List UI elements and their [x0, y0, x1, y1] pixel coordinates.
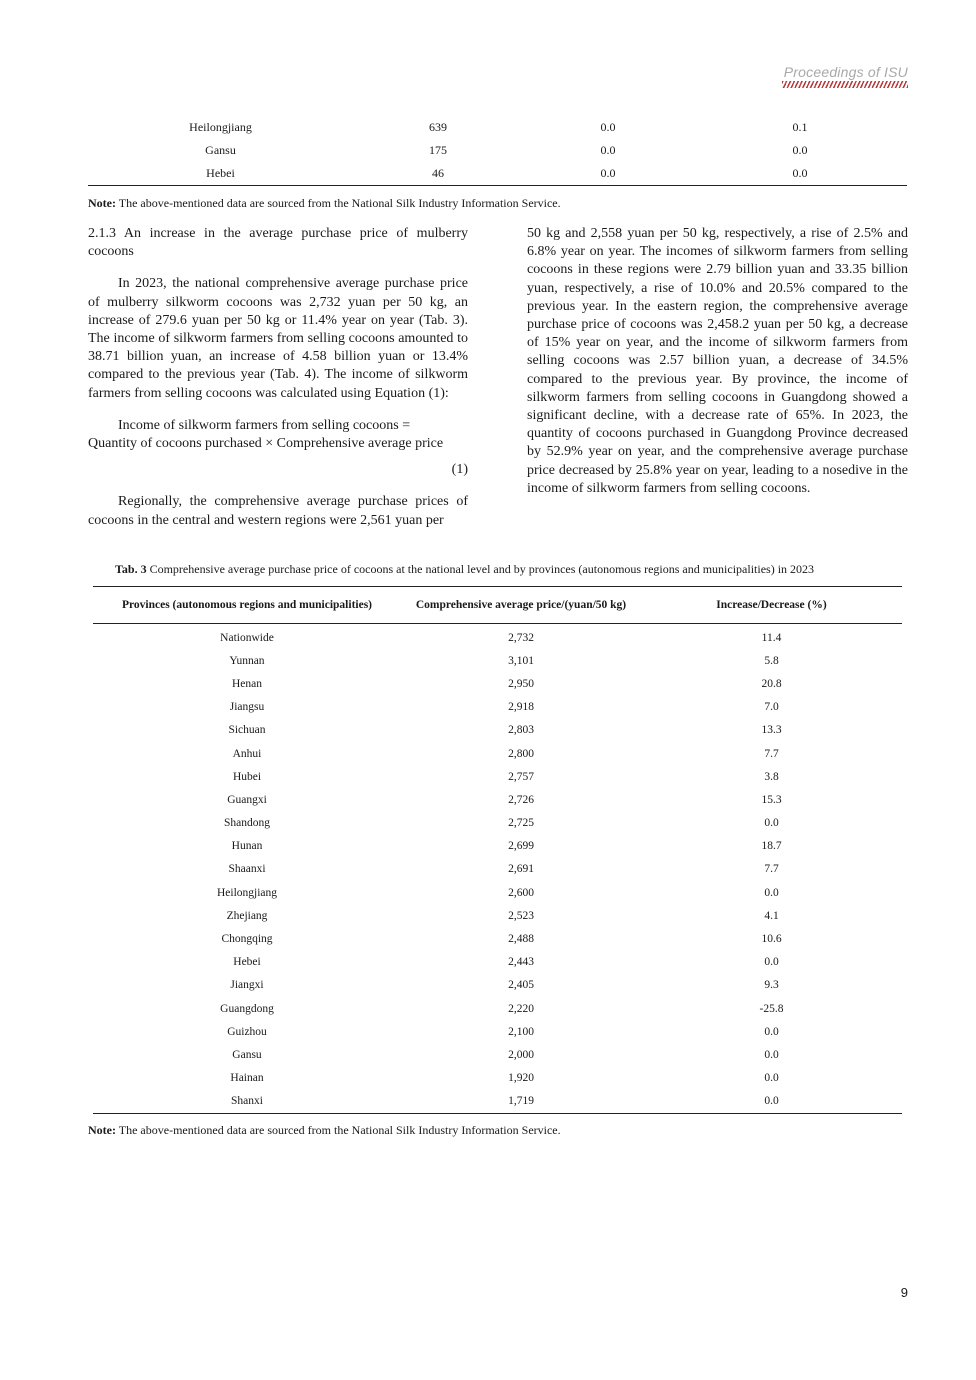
- header-price: Comprehensive average price/(yuan/50 kg): [401, 587, 641, 624]
- table-cell: 46: [432, 166, 444, 180]
- table-row: [93, 672, 902, 695]
- section-heading: 2.1.3 An increase in the average purchase price of mulberry cocoons: [88, 226, 468, 260]
- table-row: [93, 974, 902, 997]
- page-header: [782, 64, 908, 88]
- table-row: [93, 881, 902, 904]
- table-cell: -25.8: [759, 1002, 784, 1015]
- table-cell: 15.3: [761, 793, 782, 806]
- header-stripe: [782, 81, 908, 88]
- note-label: Note:: [88, 1123, 116, 1137]
- table-cell: 2,918: [508, 701, 534, 714]
- table-cell: Yunnan: [229, 654, 265, 667]
- table-cell: 18.7: [761, 840, 782, 853]
- table-cell: Gansu: [232, 1048, 262, 1061]
- table-cell: 0.0: [764, 1048, 779, 1061]
- table-cell: 9.3: [764, 979, 779, 992]
- table-cell: 1,719: [508, 1095, 534, 1108]
- table-cell: Hebei: [233, 956, 261, 969]
- right-column: [527, 225, 908, 498]
- table-row: [93, 997, 902, 1020]
- table-cell: 2,600: [508, 886, 534, 899]
- table-row: [93, 1020, 902, 1043]
- table-cell: 2,699: [508, 840, 534, 853]
- equation-line-1: Income of silkworm farmers from selling cocoons =: [118, 417, 411, 433]
- table-cell: Zhejiang: [226, 909, 268, 922]
- continued-table: [88, 116, 907, 186]
- table-cell: 2,691: [508, 863, 534, 876]
- table-cell: 0.0: [792, 166, 808, 180]
- table-cell: 0.0: [600, 143, 616, 157]
- note-text: The above-mentioned data are sourced from the National Silk Industry Information Service.: [115, 196, 561, 210]
- table-cell: 2,726: [508, 793, 534, 806]
- table-cell: Guangxi: [227, 793, 267, 806]
- table-cell: 7.0: [764, 701, 779, 714]
- table-row: [93, 765, 902, 788]
- table-cell: 0.0: [764, 817, 779, 830]
- table-cell: Guangdong: [220, 1002, 274, 1015]
- table-cell: Heilongjiang: [189, 120, 252, 134]
- table-cell: Hubei: [232, 770, 262, 783]
- table3-header-row: [93, 587, 902, 624]
- equation-number: (1): [451, 462, 468, 478]
- table-cell: Jiangsu: [229, 701, 265, 714]
- table-cell: 5.8: [764, 654, 779, 667]
- table-row: [93, 927, 902, 950]
- table3: [93, 586, 902, 1114]
- caption-text: Comprehensive average purchase price of cocoons at the national level and by provinces (autonomous regions and municipalities) in 2023: [146, 562, 815, 576]
- table-cell: Sichuan: [228, 724, 266, 737]
- header-change: Increase/Decrease (%): [641, 587, 902, 624]
- left-column: [88, 225, 468, 530]
- table-cell: 13.3: [761, 724, 782, 737]
- paragraph-income: In 2023, the national comprehensive average purchase price of mulberry silkworm cocoons was 2,732 yuan per 50 kg, an increase of 279.6 yuan per 50 kg or 11.4% year on year (Tab. 3). The income of silkworm farmers from selling cocoons amounted to 38.71 billion yuan, an increase of 4.58 billion yuan or 13.4% compared to the previous year (Tab. 4). The income of silkworm farmers from selling cocoons was calculated using Equation (1):: [88, 276, 468, 401]
- table-cell: 1,920: [508, 1072, 534, 1085]
- table-cell: 20.8: [761, 677, 782, 690]
- table-cell: 2,800: [508, 747, 534, 760]
- caption-label: Tab. 3: [115, 562, 147, 576]
- table-cell: 2,523: [508, 909, 534, 922]
- table-cell: 3.8: [764, 770, 779, 783]
- table-cell: Gansu: [205, 143, 236, 157]
- table3-note: [88, 1123, 561, 1138]
- table-row: [93, 624, 902, 650]
- table-cell: Henan: [231, 677, 262, 690]
- table-cell: 0.0: [600, 120, 616, 134]
- table-cell: Heilongjiang: [216, 886, 278, 899]
- table-cell: 2,725: [508, 817, 534, 830]
- table-row: [93, 719, 902, 742]
- table-row: [88, 139, 907, 162]
- table-cell: Shandong: [224, 817, 270, 830]
- table-cell: Chongqing: [221, 933, 273, 946]
- table-cell: 0.0: [792, 143, 808, 157]
- table-cell: 2,220: [508, 1002, 534, 1015]
- table-row: [93, 788, 902, 811]
- table-cell: 0.0: [764, 1095, 779, 1108]
- table-row: [93, 858, 902, 881]
- table-cell: Shanxi: [231, 1095, 263, 1108]
- table-row: [93, 1067, 902, 1090]
- table-cell: 2,100: [508, 1025, 534, 1038]
- table-cell: 175: [429, 143, 447, 157]
- journal-title: Proceedings of ISU: [783, 64, 908, 80]
- table-cell: Hainan: [230, 1072, 264, 1085]
- table-cell: 3,101: [508, 654, 534, 667]
- table-cell: 0.1: [792, 120, 808, 134]
- table-cell: 7.7: [764, 863, 779, 876]
- table-row: [93, 951, 902, 974]
- table-cell: 2,000: [508, 1048, 534, 1061]
- table-cell: Shaanxi: [228, 863, 266, 876]
- table-cell: Guizhou: [227, 1025, 267, 1038]
- table-cell: 0.0: [764, 1025, 779, 1038]
- table-cell: 11.4: [761, 631, 782, 644]
- table-row: [88, 162, 907, 186]
- table-cell: 2,757: [508, 770, 534, 783]
- table-cell: 2,488: [508, 933, 534, 946]
- paragraph-regional-start: Regionally, the comprehensive average purchase prices of cocoons in the central and western regions were 2,561 yuan per: [88, 494, 468, 528]
- table-cell: 10.6: [761, 933, 782, 946]
- table-cell: Jiangxi: [230, 979, 264, 992]
- note-label: Note:: [88, 196, 116, 210]
- table-cell: 2,443: [508, 956, 534, 969]
- table-cell: 639: [429, 120, 447, 134]
- table-cell: Nationwide: [220, 631, 274, 644]
- table-cell: 7.7: [764, 747, 779, 760]
- continued-table-note: [88, 196, 561, 211]
- header-province: Provinces (autonomous regions and municipalities): [93, 587, 401, 624]
- table-row: [93, 696, 902, 719]
- table-cell: 4.1: [764, 909, 779, 922]
- table-cell: 2,803: [508, 724, 534, 737]
- table-row: [93, 1043, 902, 1066]
- equation-line-2: Quantity of cocoons purchased × Comprehensive average price: [88, 436, 444, 452]
- table-row: [93, 835, 902, 858]
- table-cell: 2,950: [508, 677, 534, 690]
- table-cell: 0.0: [764, 1072, 779, 1085]
- table-cell: Hunan: [231, 840, 263, 853]
- page-number: 9: [900, 1285, 908, 1300]
- table3-caption: [115, 562, 814, 577]
- table-row: [93, 904, 902, 927]
- table-row: [93, 649, 902, 672]
- table-cell: 0.0: [764, 956, 779, 969]
- table-cell: 2,732: [508, 631, 534, 644]
- table-cell: 0.0: [764, 886, 779, 899]
- table-row: [88, 116, 907, 139]
- table-row: [93, 742, 902, 765]
- paragraph-regional-cont: 50 kg and 2,558 yuan per 50 kg, respectively, a rise of 2.5% and 6.8% year on year. The incomes of silkworm farmers from selling cocoons in these regions were 2.79 billion yuan and 33.35 billion yuan, respectively, a rise of 10.0% and 20.5% compared to the previous year. In the eastern region, the comprehensive average purchase price of cocoons was 2,458.2 yuan per 50 kg, a decrease of 15% year on year, and the income of silkworm farmers from selling cocoons was 2.57 billion yuan, a decrease of 34.5% compared to the previous year. By province, the income of silkworm farmers from selling cocoons in Guangdong showed a significant decline, with a decrease rate of 65%. In 2023, the quantity of cocoons purchased in Guangdong Province decreased by 52.9% year on year, and the comprehensive average purchase price decreased by 25.8% year on year, leading to a nosedive in the income of silkworm farmers from selling cocoons.: [527, 226, 908, 496]
- table-row: [93, 812, 902, 835]
- table-cell: 0.0: [600, 166, 616, 180]
- table-cell: Anhui: [232, 747, 262, 760]
- table-row: [93, 1090, 902, 1114]
- table-cell: 2,405: [508, 979, 534, 992]
- note-text: The above-mentioned data are sourced from the National Silk Industry Information Service.: [115, 1123, 561, 1137]
- table-cell: Hebei: [206, 166, 235, 180]
